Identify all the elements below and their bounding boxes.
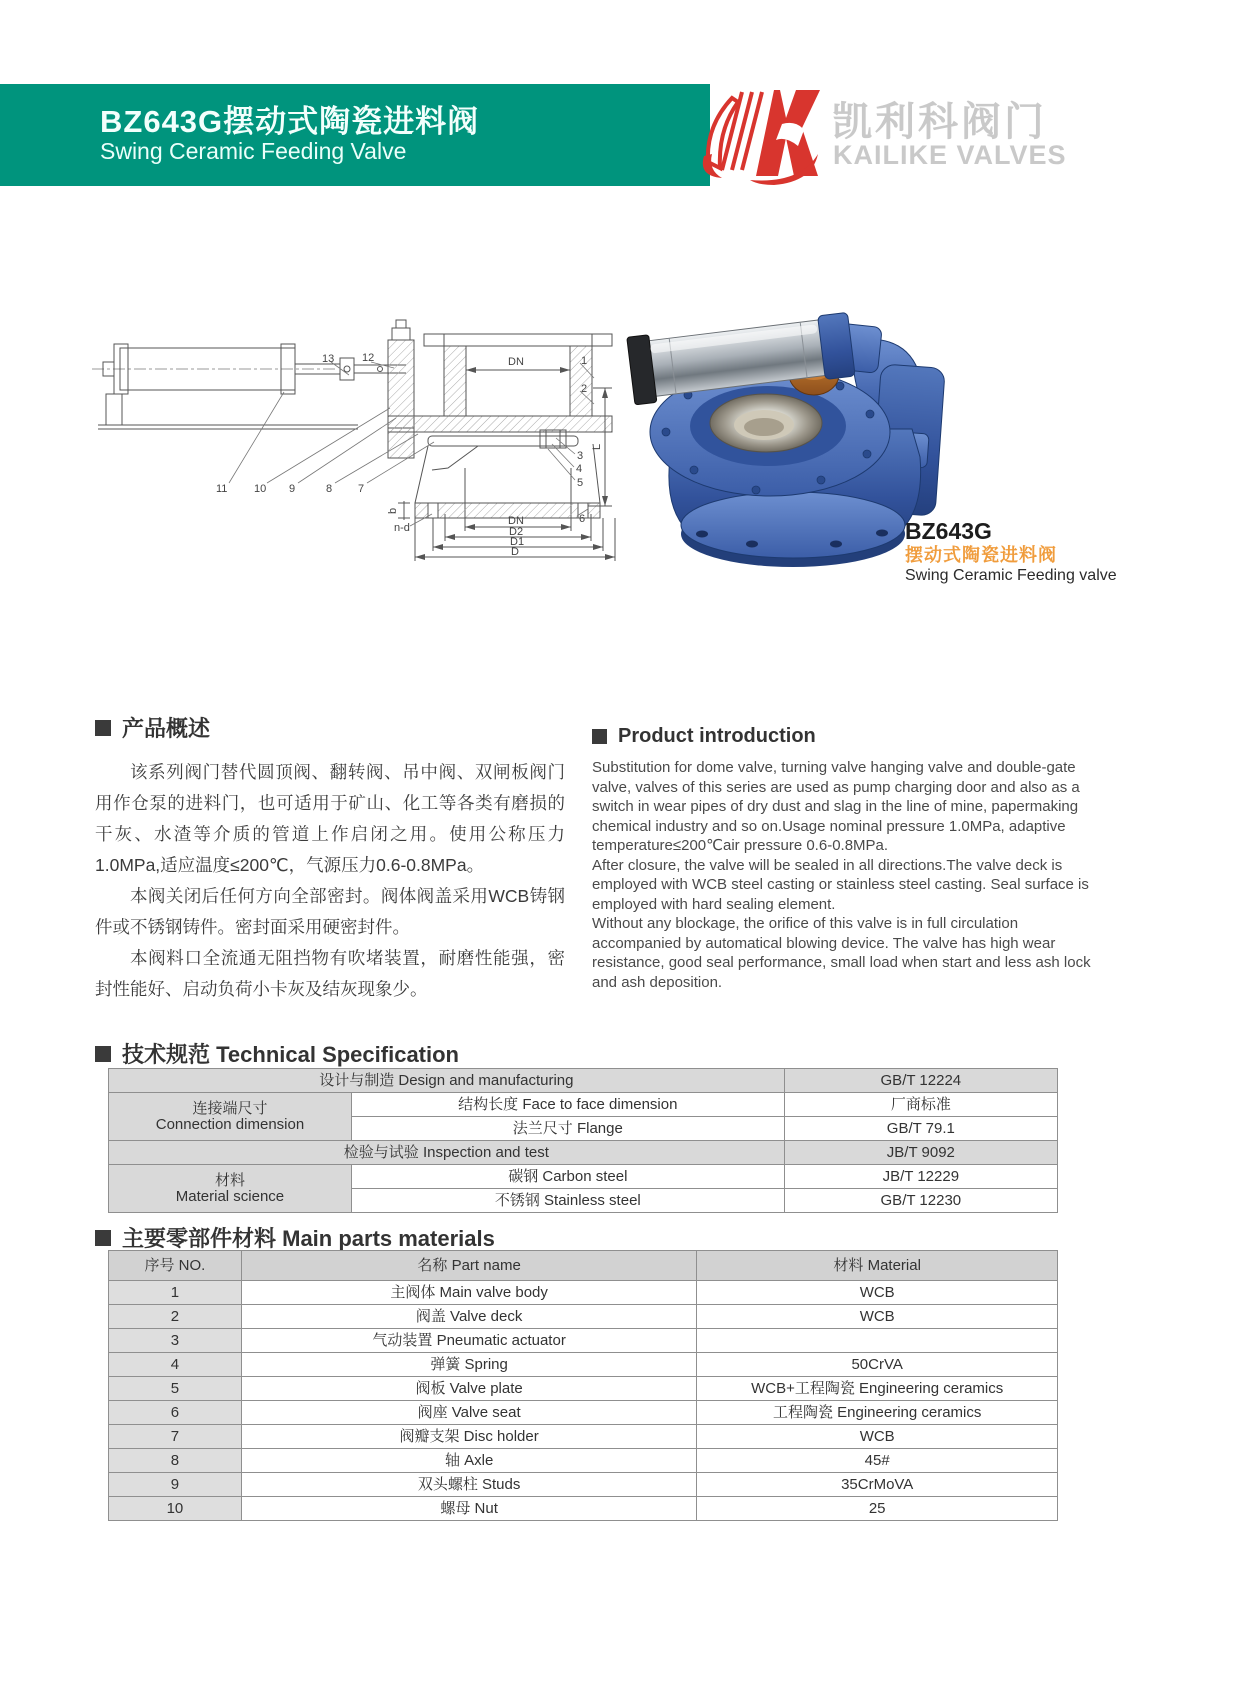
part-no: 9 bbox=[109, 1473, 242, 1497]
spec-material-label-cn: 材料 bbox=[214, 1171, 245, 1189]
table-row bbox=[109, 1401, 1058, 1425]
spec-flange-label: 法兰尺寸 Flange bbox=[351, 1117, 784, 1141]
caption-name-en: Swing Ceramic Feeding valve bbox=[905, 567, 1117, 584]
dim-d: D bbox=[511, 546, 519, 558]
overview-en-p2: After closure, the valve will be sealed in all directions.The valve deck is employed with WCB steel casting or stainless steel casting. Seal surface is employed with hard sealing element. bbox=[592, 856, 1089, 913]
page-title: BZ643G摆动式陶瓷进料阀 bbox=[100, 104, 480, 139]
callout-2: 2 bbox=[581, 383, 588, 395]
callout-5: 5 bbox=[577, 477, 584, 489]
dim-nd: n-d bbox=[394, 522, 410, 534]
spec-stainless-value: GB/T 12230 bbox=[784, 1189, 1057, 1213]
dim-d2: D2 bbox=[509, 526, 524, 538]
spec-face-label: 结构长度 Face to face dimension bbox=[351, 1093, 784, 1117]
overview-en-heading-text: Product introduction bbox=[618, 725, 816, 747]
brand-name-en: KAILIKE VALVES bbox=[833, 140, 1067, 170]
photo-caption bbox=[905, 518, 1117, 586]
part-name: 阀瓣支架 Disc holder bbox=[241, 1425, 697, 1449]
callout-10: 10 bbox=[254, 483, 267, 495]
spec-design-label: 设计与制造 Design and manufacturing bbox=[109, 1069, 785, 1093]
table-row bbox=[109, 1093, 1058, 1117]
spec-stainless-label: 不锈钢 Stainless steel bbox=[351, 1189, 784, 1213]
caption-name-cn: 摆动式陶瓷进料阀 bbox=[905, 545, 1057, 565]
col-name: 名称 Part name bbox=[241, 1251, 697, 1281]
dim-d1: D1 bbox=[510, 536, 525, 548]
spec-face-value: 厂商标准 bbox=[784, 1093, 1057, 1117]
overview-en-p3: Without any blockage, the orifice of this valve is in full circulation accompanied by automatical blowing device. The valve has high wear resistance, good seal performance, small load when start and less ash lock and ash deposition. bbox=[592, 915, 1091, 991]
spec-design-value: GB/T 12224 bbox=[784, 1069, 1057, 1093]
part-material bbox=[697, 1329, 1058, 1353]
spec-connection-label bbox=[109, 1093, 352, 1141]
part-no: 10 bbox=[109, 1497, 242, 1521]
table-row bbox=[109, 1305, 1058, 1329]
spec-inspection-value: JB/T 9092 bbox=[784, 1141, 1057, 1165]
part-material: 工程陶瓷 Engineering ceramics bbox=[697, 1401, 1058, 1425]
overview-cn-heading bbox=[95, 712, 565, 743]
part-material: WCB bbox=[697, 1281, 1058, 1305]
table-row bbox=[109, 1281, 1058, 1305]
overview-en-section bbox=[592, 725, 1097, 992]
square-bullet-icon bbox=[95, 1230, 111, 1246]
part-no: 7 bbox=[109, 1425, 242, 1449]
table-row bbox=[109, 1165, 1058, 1189]
col-no: 序号 NO. bbox=[109, 1251, 242, 1281]
part-material: 35CrMoVA bbox=[697, 1473, 1058, 1497]
square-bullet-icon bbox=[95, 1046, 111, 1062]
table-row bbox=[109, 1473, 1058, 1497]
callout-3: 3 bbox=[577, 450, 584, 462]
callout-7: 7 bbox=[358, 483, 365, 495]
part-material: 45# bbox=[697, 1449, 1058, 1473]
overview-cn-p2: 本阀关闭后任何方向全部密封。阀体阀盖采用WCB铸钢件或不锈钢铸件。密封面采用硬密封件。 bbox=[95, 886, 565, 937]
spec-carbon-label: 碳钢 Carbon steel bbox=[351, 1165, 784, 1189]
part-no: 8 bbox=[109, 1449, 242, 1473]
table-row bbox=[109, 1141, 1058, 1165]
overview-cn-p1: 该系列阀门替代圆顶阀、翻转阀、吊中阀、双闸板阀门用作仓泵的进料门，也可适用于矿山、化工等各类有磨损的干灰、水渣等介质的管道上作启闭之用。使用公称压力1.0MPa,适应温度≤200℃，气源压力0.6-0.8MPa。 bbox=[95, 762, 565, 875]
parts-table bbox=[108, 1250, 1058, 1521]
brand-name-cn: 凯利科阀门 bbox=[832, 100, 1047, 144]
part-name: 轴 Axle bbox=[241, 1449, 697, 1473]
part-name: 阀盖 Valve deck bbox=[241, 1305, 697, 1329]
parts-heading-text: 主要零部件材料 Main parts materials bbox=[122, 1226, 495, 1251]
part-no: 5 bbox=[109, 1377, 242, 1401]
part-material: WCB bbox=[697, 1305, 1058, 1329]
overview-cn-heading-text: 产品概述 bbox=[122, 716, 211, 741]
square-bullet-icon bbox=[95, 720, 111, 736]
tech-spec-heading bbox=[95, 1038, 459, 1069]
part-no: 3 bbox=[109, 1329, 242, 1353]
part-name: 弹簧 Spring bbox=[241, 1353, 697, 1377]
part-name: 阀板 Valve plate bbox=[241, 1377, 697, 1401]
overview-cn-p3: 本阀料口全流通无阻挡物有吹堵装置，耐磨性能强，密封性能好、启动负荷小卡灰及结灰现象少。 bbox=[95, 948, 565, 999]
part-name: 螺母 Nut bbox=[241, 1497, 697, 1521]
part-name: 主阀体 Main valve body bbox=[241, 1281, 697, 1305]
square-bullet-icon bbox=[592, 729, 607, 744]
spec-flange-value: GB/T 79.1 bbox=[784, 1117, 1057, 1141]
table-row bbox=[109, 1497, 1058, 1521]
part-material: 50CrVA bbox=[697, 1353, 1058, 1377]
spec-material-label bbox=[109, 1165, 352, 1213]
table-row bbox=[109, 1449, 1058, 1473]
page-subtitle: Swing Ceramic Feeding Valve bbox=[100, 138, 407, 164]
spec-connection-label-en: Connection dimension bbox=[155, 1115, 305, 1133]
part-no: 4 bbox=[109, 1353, 242, 1377]
parts-heading bbox=[95, 1222, 495, 1253]
part-no: 2 bbox=[109, 1305, 242, 1329]
dim-l: L bbox=[591, 443, 603, 450]
spec-material-label-en: Material science bbox=[175, 1187, 285, 1205]
table-row bbox=[109, 1425, 1058, 1449]
part-name: 气动装置 Pneumatic actuator bbox=[241, 1329, 697, 1353]
table-row bbox=[109, 1329, 1058, 1353]
callout-6: 6 bbox=[579, 513, 586, 525]
part-name: 双头螺柱 Studs bbox=[241, 1473, 697, 1497]
table-header-row bbox=[109, 1251, 1058, 1281]
dim-dn-top: DN bbox=[508, 356, 524, 368]
table-row bbox=[109, 1069, 1058, 1093]
overview-cn-section bbox=[95, 712, 565, 1005]
dim-b: b bbox=[387, 507, 399, 514]
overview-en-body bbox=[592, 758, 1097, 992]
col-material: 材料 Material bbox=[697, 1251, 1058, 1281]
header-banner bbox=[0, 84, 710, 186]
tech-spec-heading-text: 技术规范 Technical Specification bbox=[122, 1042, 459, 1067]
callout-4: 4 bbox=[576, 463, 583, 475]
kailike-logo-icon bbox=[690, 84, 830, 188]
table-row bbox=[109, 1353, 1058, 1377]
spec-connection-label-cn: 连接端尺寸 bbox=[192, 1099, 268, 1117]
part-material: WCB+工程陶瓷 Engineering ceramics bbox=[697, 1377, 1058, 1401]
spec-inspection-label: 检验与试验 Inspection and test bbox=[109, 1141, 785, 1165]
callout-11: 11 bbox=[216, 483, 228, 495]
callout-1: 1 bbox=[581, 355, 588, 367]
valve-section-drawing bbox=[88, 318, 628, 578]
callout-13: 13 bbox=[322, 353, 335, 365]
callout-9: 9 bbox=[289, 483, 296, 495]
part-material: 25 bbox=[697, 1497, 1058, 1521]
part-no: 1 bbox=[109, 1281, 242, 1305]
overview-en-p1: Substitution for dome valve, turning valve hanging valve and double-gate valve, valves of this series are used as pump charging door and also as a switch in wear pipes of dry dust and slag in the line of mine, papermaking chemical industry and so on.Usage nominal pressure 1.0MPa, adaptive temperature≤200℃air pressure 0.6-0.8MPa. bbox=[592, 759, 1080, 854]
caption-model: BZ643G bbox=[905, 518, 992, 544]
part-name: 阀座 Valve seat bbox=[241, 1401, 697, 1425]
part-material: WCB bbox=[697, 1425, 1058, 1449]
overview-en-heading bbox=[592, 725, 1097, 748]
dim-dn-bottom: DN bbox=[508, 515, 524, 527]
overview-cn-body bbox=[95, 757, 565, 1005]
part-no: 6 bbox=[109, 1401, 242, 1425]
callout-8: 8 bbox=[326, 483, 333, 495]
tech-spec-table bbox=[108, 1068, 1058, 1213]
spec-carbon-value: JB/T 12229 bbox=[784, 1165, 1057, 1189]
table-row bbox=[109, 1377, 1058, 1401]
callout-12: 12 bbox=[362, 352, 375, 364]
